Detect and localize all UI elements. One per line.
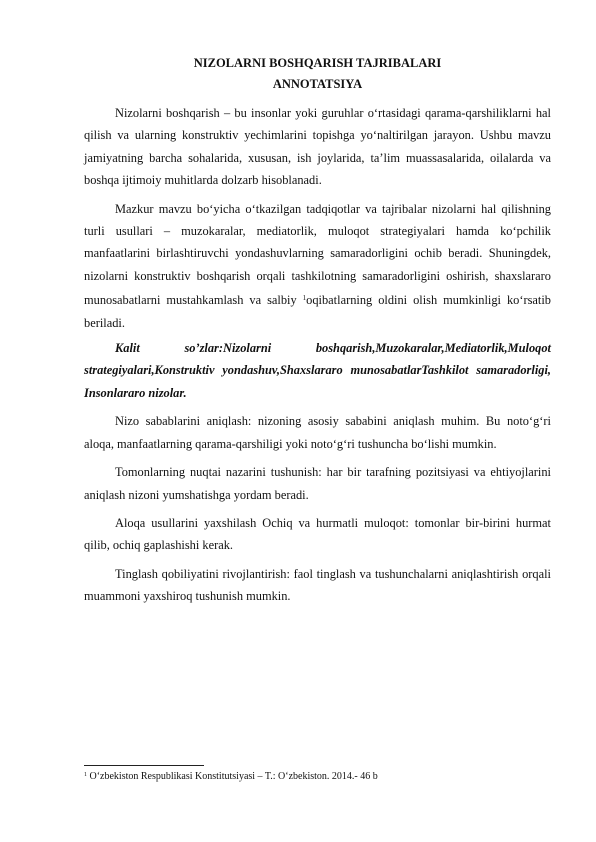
keywords-paragraph: Kalit so’zlar:Nizolarni boshqarish,Muzokaralar,Mediatorlik,Muloqot strategiyalari,Konstruktiv yondashuv,Shaxslararo munosabatlarTashkilot samaradorligi, Insonlararo nizolar. [84, 341, 551, 400]
body-paragraph-1: Nizo sabablarini aniqlash: nizoning asosiy sababini aniqlash muhim. Bu noto‘g‘ri aloqa, manfaatlarning qarama-qarshiligi yoki noto‘g‘ri tushuncha bo‘lishi mumkin. [84, 414, 551, 451]
paragraph-2-text: Mazkur mavzu bo‘yicha o‘tkazilgan tadqiqotlar va tajribalar nizolarni hal qilishning turli usullari – muzokaralar, mediatorlik, muloqot strategiyalari hamda ko‘pchilik manfaatlarini birlashtiruvchi yondashuvlarning samaradorligini ochib beradi. Shuningdek, nizolarni konstruktiv boshqarish orqali tashkilotning samaradorligini oshirish, shaxslararo munosabatlarni mustahkamlash va salbiy [84, 201, 551, 308]
document-title: NIZOLARNI BOSHQARISH TAJRIBALARI [193, 56, 442, 70]
footnote-text: O‘zbekiston Respublikasi Konstitutsiyasi – T.: O‘zbekiston. 2014.- 46 b [89, 771, 378, 782]
body-paragraph-2: Tomonlarning nuqtai nazarini tushunish: har bir tarafning pozitsiyasi va ehtiyojlarini aniqlash nizoni yumshatishga yordam beradi. [84, 465, 551, 502]
document-subtitle: ANNOTATSIYA [272, 77, 363, 91]
footnote [84, 769, 378, 783]
body-paragraph-3: Aloqa usullarini yaxshilash Ochiq va hurmatli muloqot: tomonlar bir-birini hurmat qilib, ochiq gaplashishi kerak. [84, 515, 551, 553]
footnote-number: 1 [84, 772, 87, 778]
paragraph-2-tail: oqibatlarning oldini olish mumkinligi ko‘rsatib beriladi. [84, 293, 551, 330]
footnote-separator [84, 765, 204, 766]
annotation-paragraph-1: Nizolarni boshqarish – bu insonlar yoki guruhlar o‘rtasidagi qarama-qarshiliklarni hal qilish va ularning konstruktiv yechimlarini topishga yo‘naltirilgan jarayon. Ushbu mavzu jamiyatning barcha sohalarida, xususan, ish joylarida, ta’lim muassasalarida, oilalarda va boshqa ijtimoiy muhitlarda dolzarb hisoblanadi. [84, 106, 551, 188]
annotation-paragraph-2 [84, 198, 551, 334]
footnote-marker: 1 [302, 294, 307, 303]
document-page [84, 54, 551, 608]
body-paragraph-4: Tinglash qobiliyatini rivojlantirish: faol tinglash va tushunchalarni aniqlashtirish orqali muammoni yaxshiroq tushunish mumkin. [84, 566, 551, 604]
